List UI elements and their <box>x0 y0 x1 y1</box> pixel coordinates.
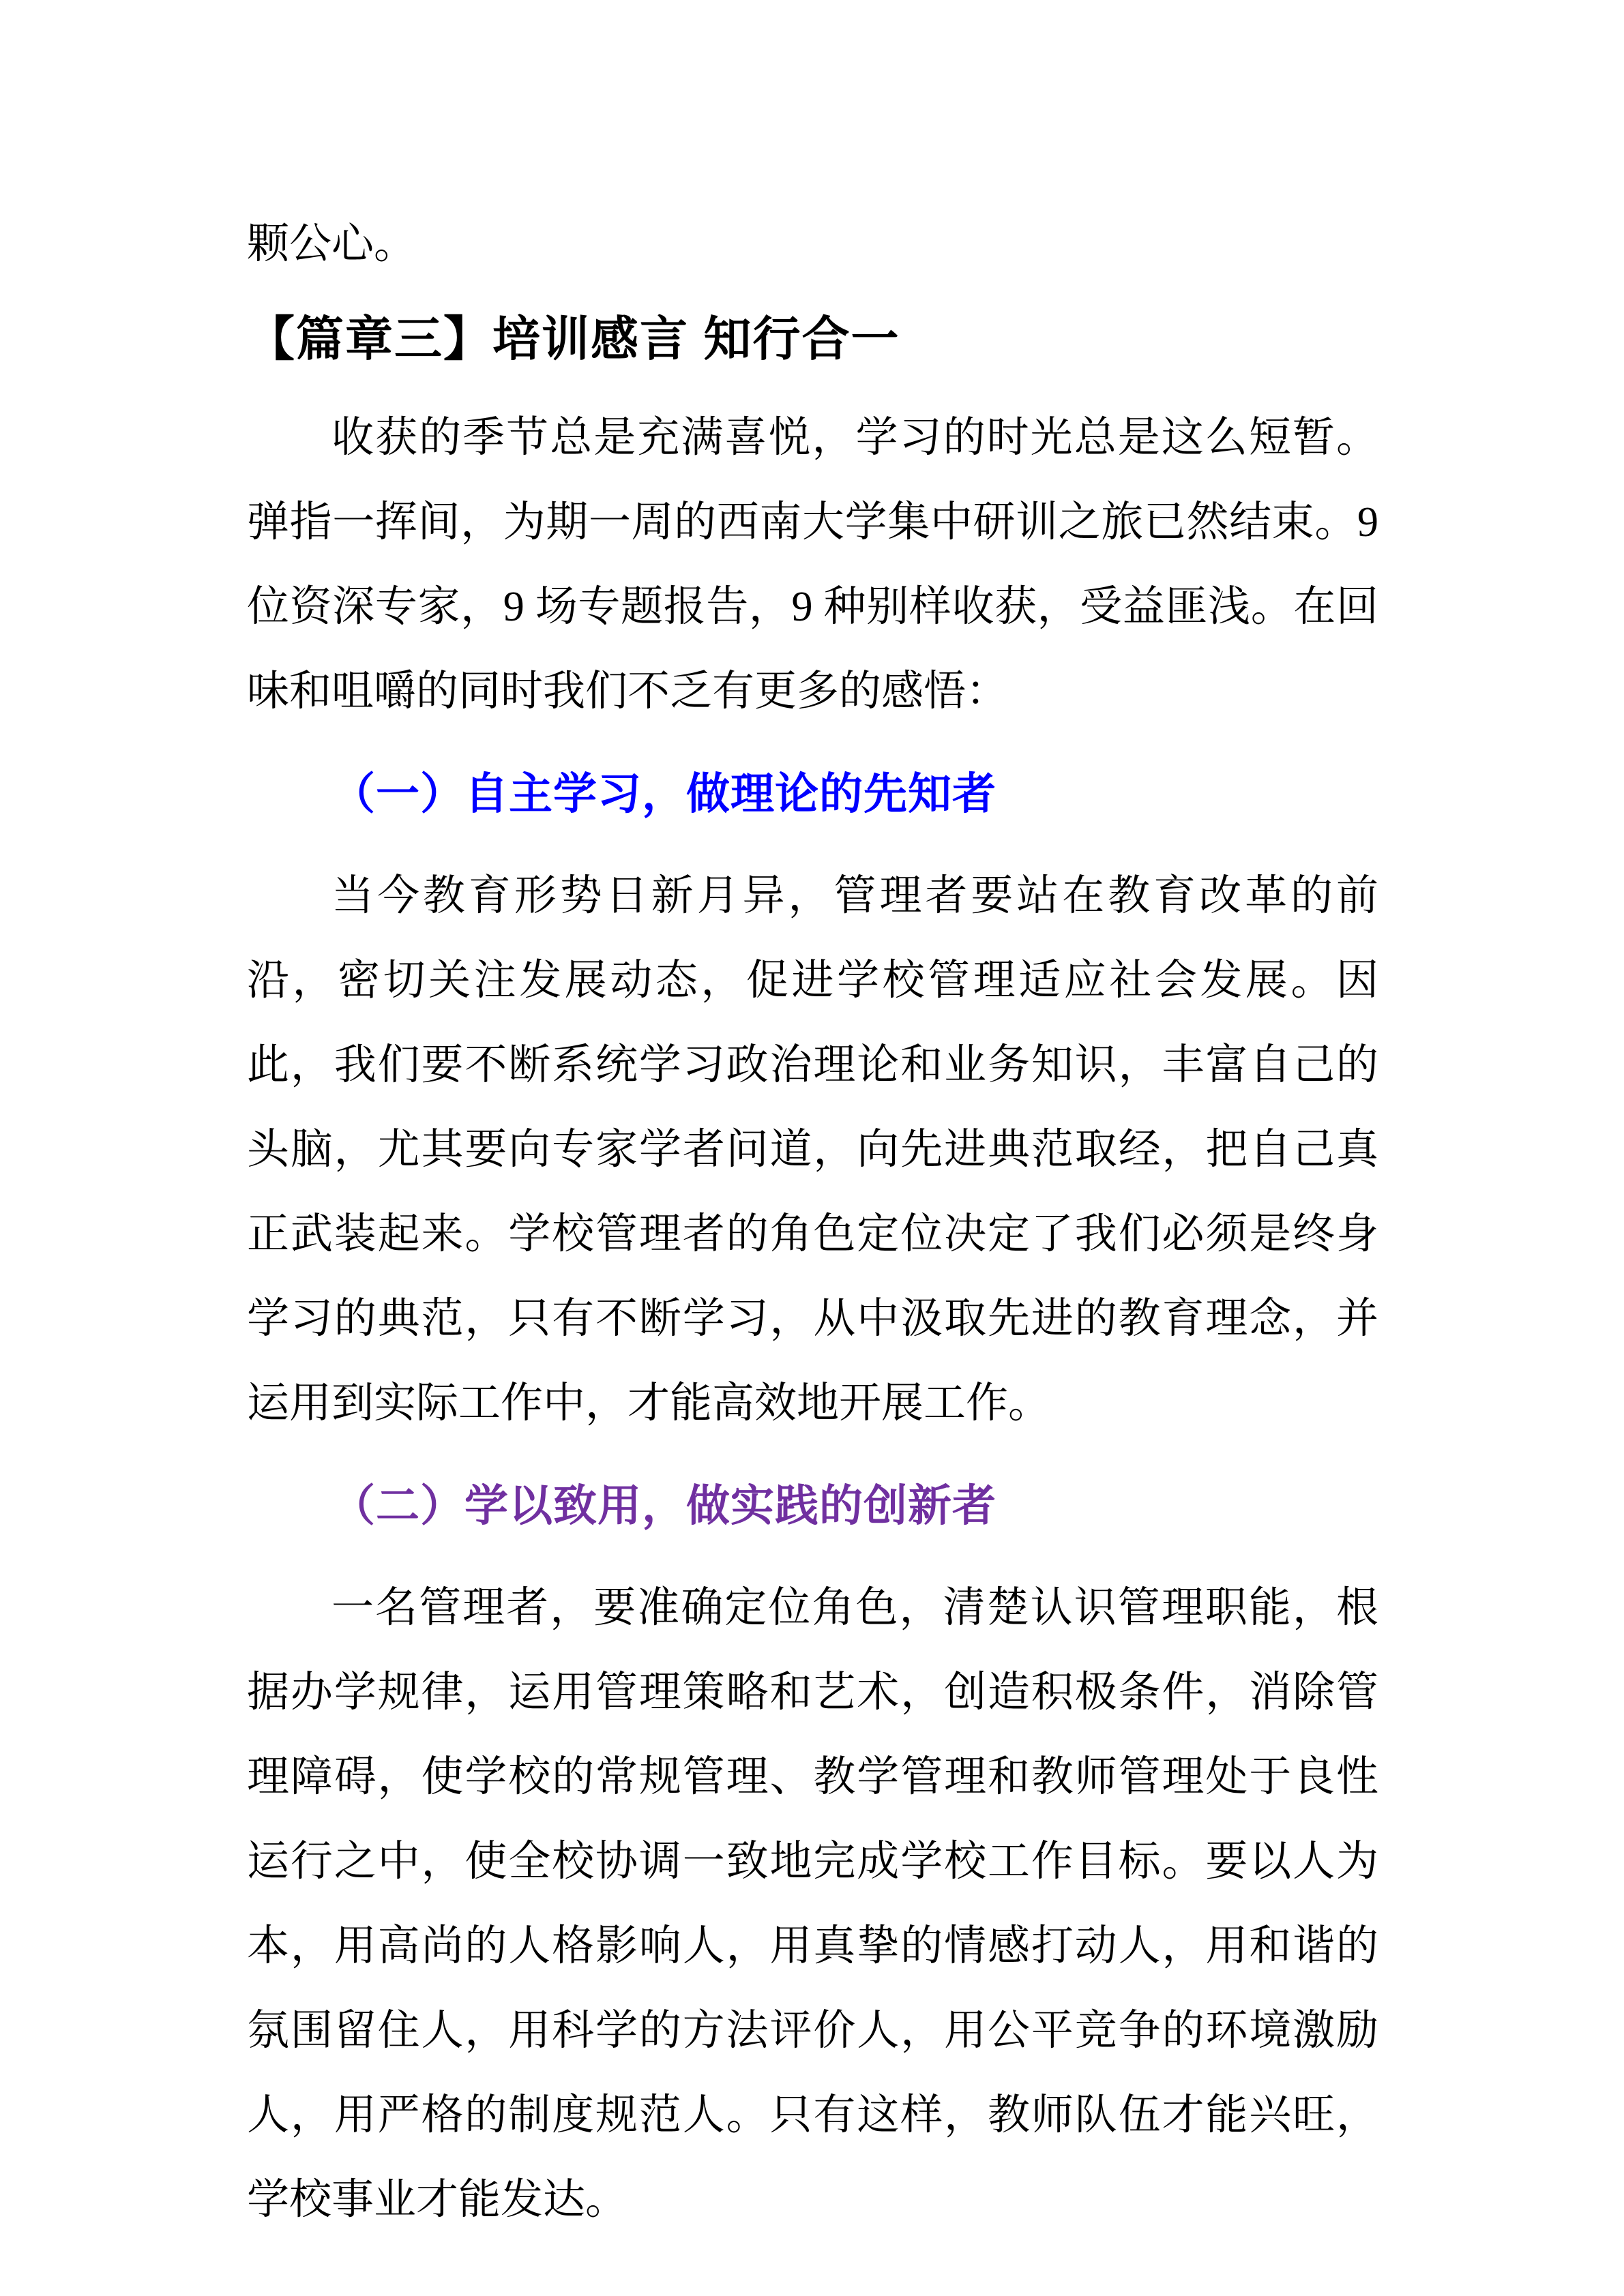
paragraph-self-learning: 当今教育形势日新月异，管理者要站在教育改革的前沿，密切关注发展动态，促进学校管理适应社会发展。因此，我们要不断系统学习政治理论和业务知识，丰富自己的头脑，尤其要向专家学者问道，向先进典范取经，把自己真正武装起来。学校管理者的角色定位决定了我们必须是终身学习的典范，只有不断学习，从中汲取先进的教育理念，并运用到实际工作中，才能高效地开展工作。 <box>247 873 1378 1427</box>
paragraph-intro: 收获的季节总是充满喜悦，学习的时光总是这么短暂。弹指一挥间，为期一周的西南大学集中研训之旅已然结束。9 位资深专家，9 场专题报告，9 种别样收获，受益匪浅。在回味和咀嚼的同时我们不乏有更多的感悟： <box>247 415 1378 715</box>
paragraph-lead-fragment: 颗公心。 <box>247 221 417 267</box>
subheading-practice: （二）学以致用，做实践的创新者 <box>331 1481 996 1530</box>
section-heading: 【篇章三】培训感言 知行合一 <box>247 312 900 366</box>
paragraph-practice: 一名管理者，要准确定位角色，清楚认识管理职能，根据办学规律，运用管理策略和艺术，创造积极条件，消除管理障碍，使学校的常规管理、教学管理和教师管理处于良性运行之中，使全校协调一致地完成学校工作目标。要以人为本，用高尚的人格影响人，用真挚的情感打动人，用和谐的氛围留住人，用科学的方法评价人，用公平竞争的环境激励人，用严格的制度规范人。只有这样，教师队伍才能兴旺，学校事业才能发达。 <box>247 1585 1378 2223</box>
subheading-self-learning: （一）自主学习，做理论的先知者 <box>331 769 996 818</box>
